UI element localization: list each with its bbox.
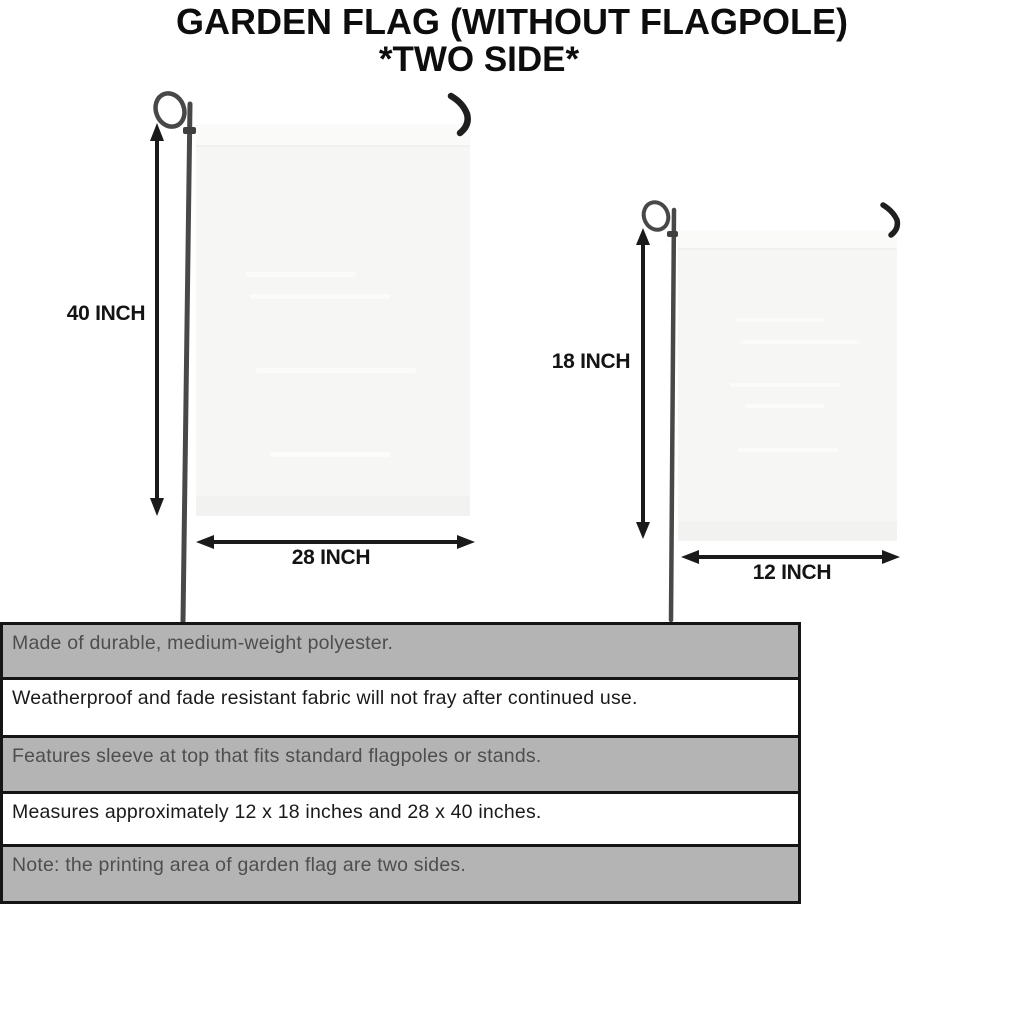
small-flagpole-loop-icon — [640, 199, 673, 234]
small-flag-width-label: 12 INCH — [752, 561, 832, 584]
small-flagpole — [671, 210, 674, 620]
small-flag-sleeve — [678, 230, 897, 248]
feature-table — [0, 622, 801, 904]
small-flag-height-label: 18 INCH — [551, 350, 631, 373]
feature-row-note: Note: the printing area of garden flag are two sides. — [3, 847, 798, 901]
large-flag-width-label: 28 INCH — [291, 546, 371, 569]
page-subtitle: *TWO SIDE* — [378, 40, 580, 79]
small-flag-height-arrow — [636, 228, 650, 539]
large-flag-group — [150, 89, 475, 621]
large-flag-sleeve — [196, 124, 470, 145]
feature-row-sleeve: Features sleeve at top that fits standard flagpoles or stands. — [3, 738, 798, 794]
large-flag-body — [196, 124, 470, 516]
large-flag-height-arrow — [150, 123, 164, 516]
large-flag-sleeve-tab — [183, 127, 196, 134]
page-title: GARDEN FLAG (WITHOUT FLAGPOLE) — [176, 1, 848, 42]
small-flag-group — [636, 199, 900, 620]
feature-row-measurements: Measures approximately 12 x 18 inches and 28 x 40 inches. — [3, 794, 798, 847]
large-flag-bottom-shade — [196, 496, 470, 516]
feature-row-material: Made of durable, medium-weight polyester. — [3, 625, 798, 680]
large-flag-height-label: 40 INCH — [66, 302, 146, 325]
large-flagpole — [183, 104, 190, 621]
small-flag-sleeve-tab — [667, 231, 678, 237]
feature-row-weatherproof: Weatherproof and fade resistant fabric will not fray after continued use. — [3, 680, 798, 738]
small-flag-bottom-shade — [678, 521, 897, 541]
